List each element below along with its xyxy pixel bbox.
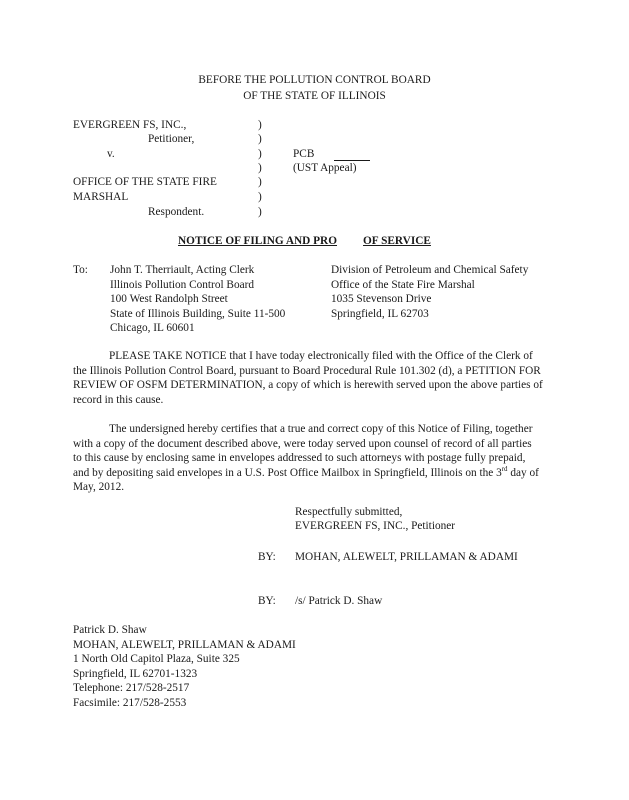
- certification-paragraph: [73, 422, 543, 495]
- attorney-telephone: Telephone: 217/528-2517: [73, 682, 190, 694]
- signing-party: EVERGREEN FS, INC., Petitioner: [295, 520, 456, 532]
- caption-paren: ): [258, 133, 262, 145]
- attorney-facsimile: Facsimile: 217/528-2553: [73, 696, 187, 709]
- recipient-left-block: [110, 263, 285, 336]
- notice-title-part-2: OF SERVICE: [363, 235, 431, 247]
- case-number: [293, 147, 370, 161]
- caption-paren: ): [258, 191, 262, 203]
- notice-body: that I have today electronically filed with the Office of the Clerk of the Illinois Pollution Control Board, pursuant to Board Procedural Rule 101.302 (d), a PETITION FOR REVIEW OF OSFM DETERMINATION, a copy of which is herewith served upon the above parties of record in this cause.: [73, 350, 543, 406]
- recipient-left-line: 100 West Randolph Street: [110, 293, 228, 305]
- notice-title-part-1: NOTICE OF FILING AND PRO: [178, 235, 338, 247]
- attorney-address-1: 1 North Old Capitol Plaza, Suite 325: [73, 653, 240, 665]
- recipient-left-line: State of Illinois Building, Suite 11-500: [110, 307, 286, 320]
- petitioner-name: EVERGREEN FS, INC.,: [73, 119, 187, 131]
- recipient-right-line: Division of Petroleum and Chemical Safety: [331, 264, 529, 276]
- court-heading-line-2: OF THE STATE OF ILLINOIS: [243, 90, 386, 102]
- caption-paren: ): [258, 119, 262, 131]
- recipient-right-line: 1035 Stevenson Drive: [331, 293, 432, 305]
- notice-title: [178, 234, 431, 248]
- respondent-name-line-2: MARSHAL: [73, 191, 129, 203]
- petitioner-role: Petitioner,: [148, 133, 195, 145]
- recipient-left-line: Illinois Pollution Control Board: [110, 278, 255, 291]
- versus-label: v.: [107, 148, 115, 160]
- by-label-2: BY:: [258, 595, 276, 607]
- pcb-label: PCB: [293, 148, 315, 160]
- caption-paren: ): [258, 162, 262, 174]
- notice-lead: PLEASE TAKE NOTICE: [109, 350, 227, 362]
- by-label: BY:: [258, 551, 276, 563]
- court-heading-line-1: BEFORE THE POLLUTION CONTROL BOARD: [198, 74, 431, 86]
- caption-paren: ): [258, 176, 262, 188]
- date-ordinal: rd: [501, 465, 508, 474]
- certification-date-tail: day of May, 2012.: [73, 466, 539, 494]
- recipient-right-line: Springfield, IL 62703: [331, 307, 429, 320]
- certification-text: [73, 422, 543, 495]
- attorney-firm: MOHAN, ALEWELT, PRILLAMAN & ADAMI: [73, 638, 296, 651]
- recipient-left-line: Chicago, IL 60601: [110, 322, 195, 334]
- notice-paragraph-text: [73, 349, 543, 407]
- certification-body: The undersigned hereby certifies that a true and correct copy of this Notice of Filing, together with a copy of the document described above, were today served upon counsel of record of all parties to this cause by enclosing same in envelopes addressed to such attorneys with postage fully prepaid, and by depositing said envelopes in a U.S. Post Office Mailbox in Springfield, Illinois on the 3: [73, 423, 533, 479]
- respondent-role: Respondent.: [148, 206, 205, 218]
- respondent-name-line-1: OFFICE OF THE STATE FIRE: [73, 176, 217, 188]
- attorney-address-2: Springfield, IL 62701-1323: [73, 667, 198, 680]
- attorney-name: Patrick D. Shaw: [73, 624, 147, 636]
- notice-paragraph: [73, 349, 543, 407]
- appeal-type: (UST Appeal): [293, 162, 357, 174]
- electronic-signature: /s/ Patrick D. Shaw: [295, 595, 383, 607]
- recipient-left-line: John T. Therriault, Acting Clerk: [110, 264, 255, 276]
- case-number-blank: [334, 149, 370, 161]
- caption-paren: ): [258, 148, 262, 160]
- law-firm: MOHAN, ALEWELT, PRILLAMAN & ADAMI: [295, 551, 518, 563]
- closing: Respectfully submitted,: [295, 506, 403, 518]
- attorney-block: [73, 623, 296, 710]
- to-label: To:: [73, 264, 88, 276]
- recipient-right-line: Office of the State Fire Marshal: [331, 278, 475, 291]
- caption-paren: ): [258, 206, 262, 218]
- recipient-right-block: [331, 263, 528, 321]
